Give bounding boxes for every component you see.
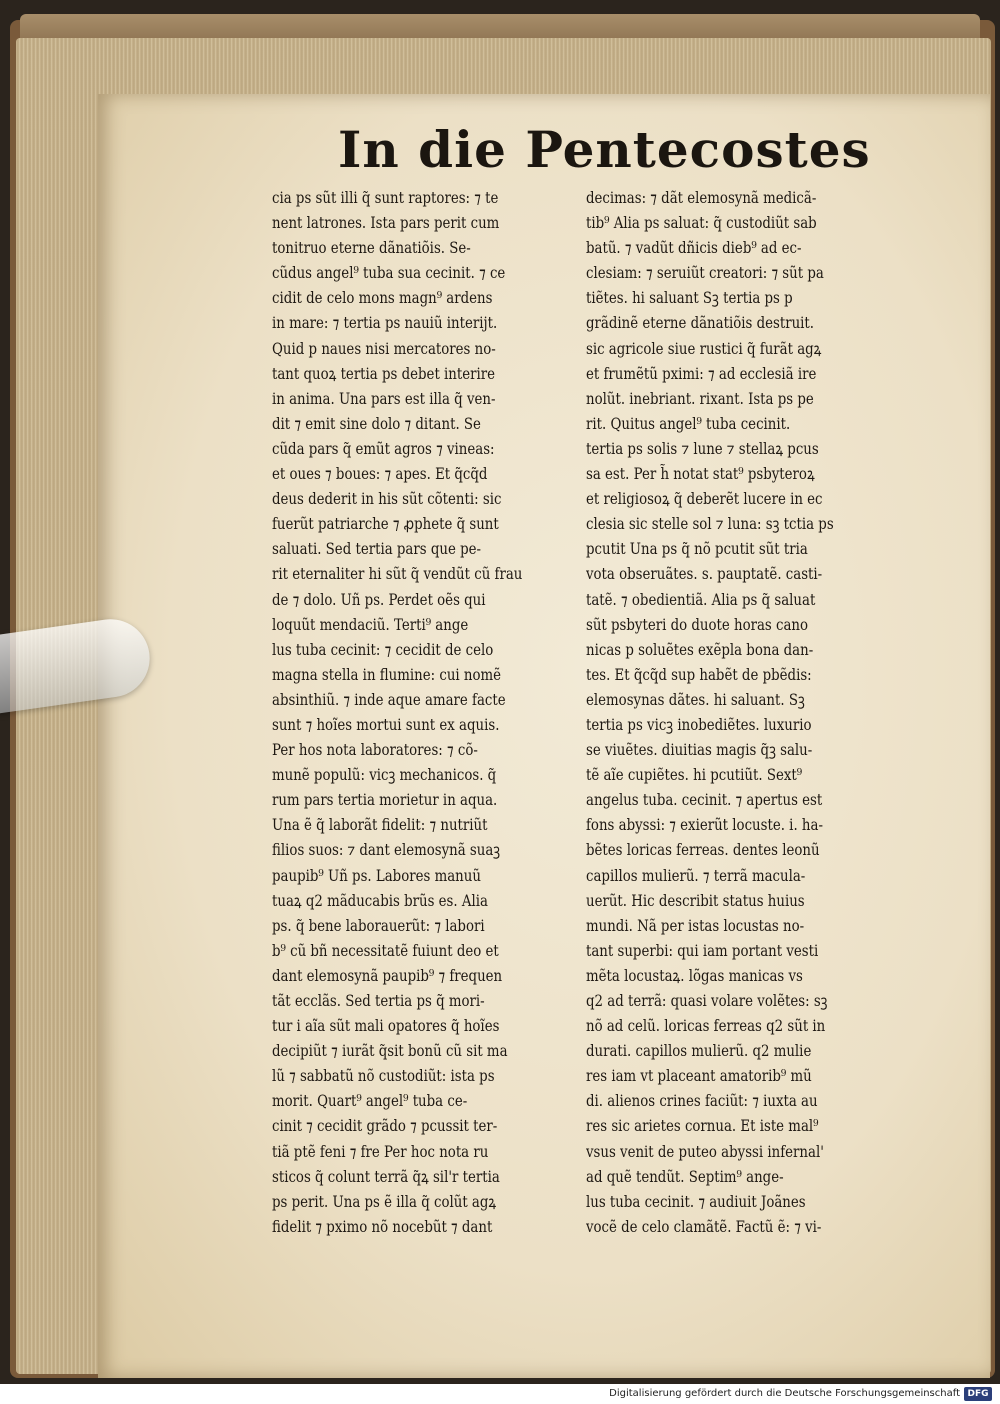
right-column-line: et religiosoꝝ q̃ deberẽt lucere in ec — [586, 490, 823, 509]
left-column-line: et oues ⁊ boues: ⁊ apes. Et q̃cq̃d — [272, 465, 488, 484]
left-column-line: absinthiũ. ⁊ inde aque amare facte — [272, 690, 506, 709]
left-column-line: dit ⁊ emit sine dolo ⁊ ditant. Se — [272, 414, 481, 433]
left-column-line: rit eternaliter hi sũt q̃ vendũt cũ frau — [272, 565, 523, 584]
left-column-line: lũ ⁊ sabbatũ nõ custodiũt: ista ps — [272, 1067, 495, 1086]
left-column-line: saluati. Sed tertia pars que pe- — [272, 540, 481, 559]
left-column-line: sticos q̃ colunt terrã q̃ꝝ sil'r tertia — [272, 1167, 500, 1186]
page-heading: In die Pentecostes — [338, 120, 871, 179]
left-column-line: decipiũt ⁊ iurãt q̃sit bonũ cũ sit ma — [272, 1042, 508, 1061]
right-column-line: batũ. ⁊ vadũt dñicis dieb⁹ ad ec- — [586, 239, 802, 258]
right-column-line: grãdinẽ eterne dãnatiõis destruit. — [586, 314, 815, 333]
right-column-line: tes. Et q̃cq̃d sup habẽt de pbẽdis: — [586, 665, 812, 684]
left-column-line: Per hos nota laboratores: ⁊ cõ- — [272, 741, 478, 760]
right-column-line: vocẽ de celo clamãtẽ. Factũ ẽ: ⁊ vi- — [586, 1217, 822, 1236]
left-text-column — [272, 186, 578, 1240]
left-column-line: cidit de celo mons magn⁹ ardens — [272, 289, 493, 308]
right-column-line: sa est. Per h̃ notat stat⁹ psbyteroꝝ — [586, 465, 815, 484]
right-column-line: lus tuba cecinit. ⁊ audiuit Joãnes — [586, 1192, 806, 1211]
left-column-line: Una ẽ q̃ laborãt fidelit: ⁊ nutriũt — [272, 816, 488, 835]
right-column-line: nicas p soluẽtes exẽpla bona dan- — [586, 640, 814, 659]
left-column-line: loquũt mendaciũ. Terti⁹ ange — [272, 615, 469, 634]
left-column-line: cia ps sũt illi q̃ sunt raptores: ⁊ te — [272, 189, 499, 207]
right-column-line: tib⁹ Alia ps saluat: q̃ custodiũt sab — [586, 214, 817, 233]
right-column-line: sũt psbyteri do duote horas cano — [586, 615, 809, 634]
right-column-line: vota obseruãtes. s. pauptatẽ. casti- — [586, 565, 823, 584]
left-column-line: in anima. Una pars est illa q̃ ven- — [272, 389, 496, 408]
right-column-line: tiẽtes. hi saluant Sꝫ tertia ps p — [586, 289, 793, 308]
right-column-line: decimas: ⁊ dãt elemosynã medicã- — [586, 189, 817, 207]
left-column-line: filios suos: ⁊ dant elemosynã suaꝫ — [272, 841, 501, 860]
right-column-line: clesiam: ⁊ seruiũt creatori: ⁊ sũt pa — [586, 264, 824, 283]
left-column-line: morit. Quart⁹ angel⁹ tuba ce- — [272, 1092, 468, 1111]
left-column-line: magna stella in flumine: cui nomẽ — [272, 665, 502, 684]
right-column-line: tẽ aĩe cupiẽtes. hi pcutiũt. Sext⁹ — [586, 766, 803, 785]
left-column-line: cũdus angel⁹ tuba sua cecinit. ⁊ ce — [272, 264, 506, 283]
right-column-line: capillos mulierũ. ⁊ terrã macula- — [586, 866, 806, 885]
right-column-line: tertia ps vicꝫ inobediẽtes. luxurio — [586, 715, 812, 734]
right-column-line: tant superbi: qui iam portant vesti — [586, 941, 819, 960]
funding-credit: Digitalisierung gefördert durch die Deutsche Forschungsgemeinschaft — [609, 1388, 960, 1399]
right-column-line: sic agricole siue rustici q̃ furãt agꝝ — [586, 339, 822, 358]
left-column-line: tuaꝝ q2 mãducabis brũs es. Alia — [272, 891, 488, 910]
right-column-line: res iam vt placeant amatorib⁹ mũ — [586, 1067, 812, 1086]
right-column-line: vsus venit de puteo abyssi infernal' — [586, 1142, 824, 1161]
left-column-line: fidelit ⁊ pximo nõ nocebũt ⁊ dant — [272, 1217, 493, 1236]
right-column-line: elemosynas dãtes. hi saluant. Sꝫ — [586, 690, 805, 709]
left-column-line: sunt ⁊ hoĩes mortui sunt ex aquis. — [272, 715, 500, 734]
left-column-line: ps perit. Una ps ẽ illa q̃ colũt agꝝ — [272, 1192, 497, 1211]
left-column-line: b⁹ cũ bñ necessitatẽ fuiunt deo et — [272, 941, 499, 960]
left-column-line: tãt ecclãs. Sed tertia ps q̃ mori- — [272, 992, 485, 1010]
right-column-line: nõ ad celũ. loricas ferreas q2 sũt in — [586, 1017, 826, 1036]
left-column-line: fuerũt patriarche ⁊ ꝓphete q̃ sunt — [272, 515, 499, 534]
right-column-line: angelus tuba. cecinit. ⁊ apertus est — [586, 791, 823, 810]
right-column-line: fons abyssi: ⁊ exierũt locuste. i. ha- — [586, 816, 823, 835]
right-column-line: se viuẽtes. diuitias magis q̃ꝫ salu- — [586, 741, 813, 760]
right-column-line: mundi. Nã per istas locustas no- — [586, 916, 805, 935]
right-column-line: uerũt. Hic describit status huius — [586, 891, 805, 910]
left-column-line: nent latrones. Ista pars perit cum — [272, 214, 500, 233]
left-column-line: lus tuba cecinit: ⁊ cecidit de celo — [272, 640, 494, 659]
left-column-line: cũda pars q̃ emũt agros ⁊ vineas: — [272, 439, 495, 458]
right-column-line: et frumẽtũ pximi: ⁊ ad ecclesiã ire — [586, 364, 817, 383]
left-column-line: Quid p naues nisi mercatores no- — [272, 339, 496, 358]
left-column-line: de ⁊ dolo. Uñ ps. Perdet oẽs qui — [272, 590, 486, 609]
left-column-line: rum pars tertia morietur in aqua. — [272, 791, 498, 810]
right-column-line: tertia ps solis ⁊ lune ⁊ stellaꝝ pcus — [586, 439, 819, 458]
right-column-line: rit. Quitus angel⁹ tuba cecinit. — [586, 414, 791, 433]
left-column-line: tiã ptẽ feni ⁊ fre Per hoc nota ru — [272, 1142, 489, 1161]
right-column-line: bẽtes loricas ferreas. dentes leonũ — [586, 841, 820, 860]
footer-bar — [0, 1384, 1000, 1404]
left-column-line: paupib⁹ Uñ ps. Labores manuũ — [272, 866, 481, 885]
left-column-line: deus dederit in his sũt cõtenti: sic — [272, 490, 502, 509]
right-column-line: mẽta locustaꝝ. lõgas manicas vs — [586, 966, 803, 985]
left-column-line: cinit ⁊ cecidit grãdo ⁊ pcussit ter- — [272, 1117, 498, 1136]
left-column-line: tant quoꝝ tertia ps debet interire — [272, 364, 496, 383]
right-column-line: ad quẽ tendũt. Septim⁹ ange- — [586, 1167, 784, 1186]
right-column-line: q2 ad terrã: quasi volare volẽtes: sꝫ — [586, 992, 828, 1010]
left-column-line: in mare: ⁊ tertia ps nauiũ interijt. — [272, 314, 498, 333]
right-column-line: tatẽ. ⁊ obedientiã. Alia ps q̃ saluat — [586, 590, 816, 609]
left-column-line: munẽ populũ: vicꝫ mechanicos. q̃ — [272, 766, 497, 785]
right-column-line: clesia sic stelle sol ⁊ luna: sꝫ tctia ps — [586, 515, 834, 534]
left-column-line: tonitruo eterne dãnatiõis. Se- — [272, 239, 471, 258]
right-text-column — [586, 186, 892, 1240]
right-column-line: durati. capillos mulierũ. q2 mulie — [586, 1042, 812, 1061]
left-column-line: ps. q̃ bene laborauerũt: ⁊ labori — [272, 916, 485, 935]
right-column-line: nolũt. inebriant. rixant. Ista ps pe — [586, 389, 814, 408]
right-column-line: res sic arietes cornua. Et iste mal⁹ — [586, 1117, 819, 1136]
right-column-line: pcutit Una ps q̃ nõ pcutit sũt tria — [586, 540, 808, 559]
left-column-line: tur i aĩa sũt mali opatores q̃ hoĩes — [272, 1017, 500, 1036]
left-column-line: dant elemosynã paupib⁹ ⁊ frequen — [272, 966, 503, 985]
right-column-line: di. alienos crines faciũt: ⁊ iuxta au — [586, 1092, 818, 1111]
dfg-logo: DFG — [964, 1387, 992, 1401]
